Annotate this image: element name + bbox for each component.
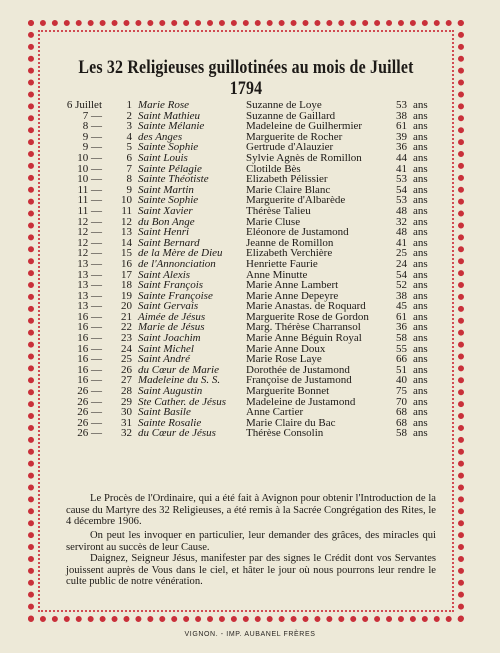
row-date: 16 —: [77, 332, 102, 345]
row-date: 10 —: [77, 151, 102, 164]
row-number: 24: [121, 342, 132, 355]
row-number: 9: [126, 183, 132, 196]
row-age-unit: ans: [413, 194, 428, 207]
list-row: [44, 153, 448, 164]
row-age-unit: ans: [413, 183, 428, 196]
paragraph-proces: Le Procès de l'Ordinaire, qui a été fait à Avignon pour obtenir l'Introduction de la cause du Martyre des 32 Religieuses, a été remis à la Sacrée Congrégation des Rites, le 4 décembre 1906.: [66, 493, 436, 527]
row-religious-name: Saint Bernard: [138, 236, 200, 249]
row-civil-name: Marie Cluse: [246, 215, 301, 228]
row-religious-name: Sainte Théotiste: [138, 173, 209, 186]
row-religious-name: Saint Augustin: [138, 385, 203, 398]
row-number: 15: [121, 247, 132, 260]
row-number: 27: [121, 374, 132, 387]
row-civil-name: Thérèse Talieu: [246, 204, 311, 217]
row-age: 40: [396, 374, 407, 387]
row-number: 1: [126, 99, 132, 111]
row-age: 36: [396, 141, 407, 154]
row-age-unit: ans: [413, 215, 428, 228]
row-religious-name: Saint Henri: [138, 226, 190, 239]
row-religious-name: Sainte Sophie: [138, 141, 199, 154]
row-age: 61: [396, 120, 407, 133]
row-date: 26 —: [77, 416, 102, 429]
row-religious-name: Marie de Jésus: [138, 321, 205, 334]
row-number: 5: [126, 141, 132, 154]
row-age: 24: [396, 257, 407, 270]
row-religious-name: Saint Mathieu: [138, 109, 201, 122]
row-civil-name: Madeleine de Justamond: [246, 395, 356, 408]
row-date: 16 —: [77, 321, 102, 334]
row-age-unit: ans: [413, 162, 428, 175]
row-age-unit: ans: [413, 310, 428, 323]
row-age: 75: [396, 385, 407, 398]
row-number: 3: [126, 120, 132, 133]
paragraph-invoquer: On peut les invoquer en particulier, leur demander des grâces, des miracles qui serviront au succès de leur Cause.: [66, 530, 436, 553]
row-religious-name: Saint André: [138, 353, 191, 366]
row-age: 66: [396, 353, 407, 366]
row-religious-name: Ste Cather. de Jésus: [138, 395, 226, 408]
row-civil-name: Suzanne de Gaillard: [246, 109, 336, 122]
row-civil-name: Marie Anastas. de Roquard: [246, 300, 366, 313]
row-religious-name: Aimée de Jésus: [138, 310, 206, 323]
row-date: 16 —: [77, 342, 102, 355]
row-religious-name: Saint Alexis: [138, 268, 191, 281]
row-age: 38: [396, 109, 407, 122]
row-age-unit: ans: [413, 204, 428, 217]
row-civil-name: Elizabeth Verchière: [246, 247, 333, 260]
row-civil-name: Clotilde Bès: [246, 162, 301, 175]
row-date: 10 —: [77, 173, 102, 186]
row-age-unit: ans: [413, 247, 428, 260]
row-age: 45: [396, 300, 407, 313]
row-number: 14: [121, 236, 132, 249]
row-civil-name: Marguerite d'Albarède: [246, 194, 346, 207]
row-age: 41: [396, 236, 407, 249]
row-age-unit: ans: [413, 374, 428, 387]
row-age: 53: [396, 173, 407, 186]
row-civil-name: Gertrude d'Alauzier: [246, 141, 334, 154]
row-religious-name: Sainte Pélagie: [138, 162, 202, 175]
row-religious-name: Saint Basile: [138, 406, 191, 419]
row-civil-name: Marguerite de Rocher: [246, 130, 343, 143]
row-date: 9 —: [82, 141, 102, 154]
row-civil-name: Anne Cartier: [246, 406, 304, 419]
row-number: 32: [121, 427, 132, 440]
row-religious-name: Madeleine du S. S.: [138, 374, 221, 387]
list-row: [44, 259, 448, 270]
row-civil-name: Suzanne de Loye: [246, 99, 322, 111]
printer-imprint: VIGNON. - IMP. AUBANEL FRÈRES: [184, 631, 316, 638]
row-religious-name: du Cœur de Marie: [138, 363, 219, 376]
row-age: 54: [396, 268, 407, 281]
row-age-unit: ans: [413, 151, 428, 164]
row-religious-name: de la Mère de Dieu: [138, 247, 223, 260]
row-number: 11: [121, 204, 132, 217]
row-date: 12 —: [77, 236, 102, 249]
paragraph-priere: Daignez, Seigneur Jésus, manifester par des signes le Crédit dont vos Servantes jouissent auprès de Vous dans le ciel, et hâter le jour où nous pourrons leur rendre le culte public de notre vénération.: [66, 553, 436, 587]
row-number: 21: [121, 310, 132, 323]
row-civil-name: Marg. Thérèse Charransol: [246, 321, 361, 334]
row-religious-name: Sainte Mélanie: [138, 120, 205, 133]
row-religious-name: Saint Martin: [138, 183, 194, 196]
row-date: 11 —: [77, 183, 102, 196]
row-number: 7: [126, 162, 132, 175]
row-civil-name: Marie Anne Depeyre: [246, 289, 339, 302]
row-age-unit: ans: [413, 353, 428, 366]
row-religious-name: Sainte Rosalie: [138, 416, 202, 429]
row-number: 12: [121, 215, 132, 228]
row-religious-name: Marie Rose: [138, 99, 190, 111]
row-date: 13 —: [77, 300, 102, 313]
row-age-unit: ans: [413, 416, 428, 429]
row-civil-name: Marie Anne Doux: [246, 342, 326, 355]
row-age-unit: ans: [413, 342, 428, 355]
row-number: 19: [121, 289, 132, 302]
row-civil-name: Elizabeth Pélissier: [246, 173, 328, 186]
row-age: 51: [396, 363, 407, 376]
row-civil-name: Anne Minutte: [246, 268, 308, 281]
row-date: 13 —: [77, 268, 102, 281]
row-number: 28: [121, 385, 132, 398]
row-age-unit: ans: [413, 99, 428, 111]
row-age-unit: ans: [413, 395, 428, 408]
row-age: 55: [396, 342, 407, 355]
row-date: 26 —: [77, 427, 102, 440]
row-age-unit: ans: [413, 289, 428, 302]
row-date: 16 —: [77, 310, 102, 323]
row-date: 13 —: [77, 279, 102, 292]
list-row: [44, 428, 448, 439]
row-number: 18: [121, 279, 132, 292]
row-date: 26 —: [77, 395, 102, 408]
list-row: [44, 206, 448, 217]
row-religious-name: Saint Gervais: [138, 300, 199, 313]
row-age-unit: ans: [413, 406, 428, 419]
row-date: 7 —: [82, 109, 102, 122]
row-religious-name: Saint François: [138, 279, 204, 292]
row-age: 38: [396, 289, 407, 302]
row-religious-name: Saint Xavier: [138, 204, 193, 217]
row-age: 48: [396, 204, 407, 217]
row-date: 13 —: [77, 257, 102, 270]
row-religious-name: Saint Joachim: [138, 332, 201, 345]
row-date: 16 —: [77, 374, 102, 387]
row-civil-name: Sylvie Agnès de Romillon: [246, 151, 362, 164]
row-age-unit: ans: [413, 236, 428, 249]
row-number: 8: [126, 173, 132, 186]
row-number: 17: [121, 268, 132, 281]
row-age-unit: ans: [413, 120, 428, 133]
card-title: Les 32 Religieuses guillotinées au mois de Juillet 1794: [78, 58, 414, 99]
row-number: 25: [121, 353, 132, 366]
row-age: 48: [396, 226, 407, 239]
row-civil-name: Marie Claire Blanc: [246, 183, 331, 196]
row-civil-name: Thérèse Consolin: [246, 427, 324, 440]
row-age: 32: [396, 215, 407, 228]
row-religious-name: du Bon Ange: [138, 215, 195, 228]
row-age: 25: [396, 247, 407, 260]
row-civil-name: Marie Anne Lambert: [246, 279, 339, 292]
row-age: 53: [396, 99, 407, 111]
row-age: 68: [396, 406, 407, 419]
row-civil-name: Marguerite Rose de Gordon: [246, 310, 369, 323]
row-date: 26 —: [77, 385, 102, 398]
row-age-unit: ans: [413, 226, 428, 239]
row-age-unit: ans: [413, 427, 428, 440]
row-civil-name: Marie Claire du Bac: [246, 416, 336, 429]
row-date: 11 —: [77, 204, 102, 217]
row-religious-name: Sainte Sophie: [138, 194, 199, 207]
row-number: 30: [121, 406, 132, 419]
row-age-unit: ans: [413, 385, 428, 398]
row-civil-name: Françoise de Justamond: [246, 374, 352, 387]
row-age-unit: ans: [413, 332, 428, 345]
row-date: 12 —: [77, 226, 102, 239]
row-civil-name: Marie Rose Laye: [246, 353, 322, 366]
row-number: 26: [121, 363, 132, 376]
row-number: 4: [126, 130, 132, 143]
row-civil-name: Henriette Faurie: [246, 257, 318, 270]
row-date: 12 —: [77, 215, 102, 228]
row-date: 16 —: [77, 363, 102, 376]
row-age: 70: [396, 395, 407, 408]
row-age: 54: [396, 183, 407, 196]
row-age: 61: [396, 310, 407, 323]
row-number: 10: [121, 194, 132, 207]
row-date: 6 Juillet: [66, 99, 102, 111]
row-civil-name: Marguerite Bonnet: [246, 385, 330, 398]
row-number: 6: [126, 151, 132, 164]
row-age: 39: [396, 130, 407, 143]
row-date: 8 —: [82, 120, 102, 133]
row-age: 36: [396, 321, 407, 334]
row-religious-name: du Cœur de Jésus: [138, 427, 216, 440]
row-number: 31: [121, 416, 132, 429]
row-age-unit: ans: [413, 268, 428, 281]
martyrs-list: [44, 100, 448, 439]
row-number: 20: [121, 300, 132, 313]
row-number: 22: [121, 321, 132, 334]
row-civil-name: Marie Anne Béguin Royal: [246, 332, 362, 345]
card-content: [44, 36, 448, 606]
row-civil-name: Madeleine de Guilhermier: [246, 120, 363, 133]
row-civil-name: Eléonore de Justamond: [246, 226, 349, 239]
row-age-unit: ans: [413, 363, 428, 376]
row-age-unit: ans: [413, 279, 428, 292]
row-religious-name: Saint Louis: [138, 151, 188, 164]
row-number: 16: [121, 257, 132, 270]
row-age: 53: [396, 194, 407, 207]
row-date: 11 —: [77, 194, 102, 207]
row-religious-name: Sainte Françoise: [138, 289, 213, 302]
row-age: 41: [396, 162, 407, 175]
row-date: 13 —: [77, 289, 102, 302]
row-age: 58: [396, 332, 407, 345]
row-age: 44: [396, 151, 407, 164]
row-number: 23: [121, 332, 132, 345]
row-age-unit: ans: [413, 109, 428, 122]
row-civil-name: Jeanne de Romillon: [246, 236, 334, 249]
row-age: 58: [396, 427, 407, 440]
row-age: 52: [396, 279, 407, 292]
row-number: 13: [121, 226, 132, 239]
row-civil-name: Dorothée de Justamond: [246, 363, 350, 376]
row-age-unit: ans: [413, 130, 428, 143]
row-age-unit: ans: [413, 300, 428, 313]
row-age-unit: ans: [413, 141, 428, 154]
row-date: 12 —: [77, 247, 102, 260]
row-date: 16 —: [77, 353, 102, 366]
row-number: 2: [126, 109, 132, 122]
row-age: 68: [396, 416, 407, 429]
row-age-unit: ans: [413, 173, 428, 186]
row-number: 29: [121, 395, 132, 408]
list-row: [44, 100, 448, 111]
row-date: 9 —: [82, 130, 102, 143]
row-religious-name: Saint Michel: [138, 342, 194, 355]
row-religious-name: des Anges: [138, 130, 183, 143]
row-age-unit: ans: [413, 321, 428, 334]
row-date: 26 —: [77, 406, 102, 419]
row-date: 10 —: [77, 162, 102, 175]
row-age-unit: ans: [413, 257, 428, 270]
row-religious-name: de l'Annonciation: [138, 257, 216, 270]
